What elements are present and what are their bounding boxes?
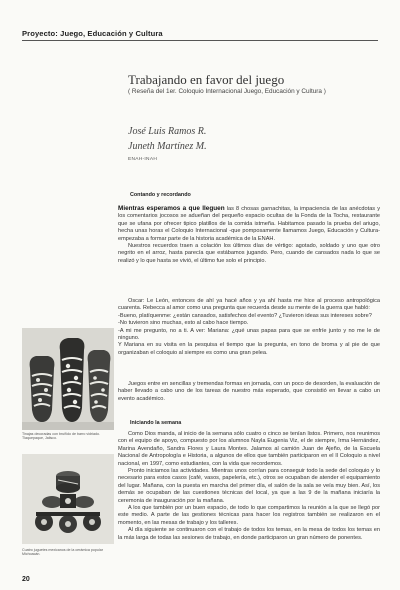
paragraph: -A mi me pregunto, no a ti. A ver: Mariana: ¿qué unas papas para que se enfríe junto y no me le de ninguno.: [118, 327, 380, 342]
photo-clay-vessels: [22, 328, 114, 430]
section-header: Proyecto: Juego, Educación y Cultura: [22, 29, 163, 38]
author-2: Juneth Martínez M.: [128, 141, 207, 152]
article-subtitle: ( Reseña del 1er. Coloquio Internacional Juego, Educación y Cultura ): [128, 88, 326, 95]
header-rule: [22, 40, 378, 41]
paragraph: A los que también por un buen espacio, de todo lo que compartimos la reunión a la que se llegó por este medio. A parte de las gestiones técnicas para hacer los registros también se realizaron en el momento, en las mesas de trabajo y los talleres.: [118, 505, 380, 526]
paragraph: Oscar: Le León, entonces de ahí ya hacé años y ya ahí hasta me hice al proceso antropológica cuarenta. Rebecca al amor como una pregunta que recuerda desde su mente de la guerra que habló:: [118, 298, 380, 312]
intro-block: [118, 205, 380, 265]
photo-toys: [22, 454, 114, 544]
author-1: José Luis Ramos R.: [128, 126, 207, 137]
article-title: Trabajando en favor del juego: [128, 72, 285, 87]
paragraph: Nuestros recuerdos traen a colación los últimos días de vértigo: agotado, soldado y uno que otro negrito en el arroz, hasta parecía que estábamos jugando. Pero, cuando de cansados nada lo que se realizó y lo que hasta se vivió, el último fue solo el principio.: [118, 243, 380, 264]
lead-paragraph: las 8 chosas garnachitas, la impaciencia de las anécdotas y los comentarios jocosos se adueñan del pequeño espacio ocultas de la Fonda de la Tocha, restaurante que se ufana por ofrecer tipico platillos de la comida istmeña. Habitamos pasado la prueba del ariugo, hecha unas horas el Coloquio Internacional -que pomposamente llamamos Juego, Educación y Cultura- empezaba a formar parte de la historia académica de la ENAH.: [118, 206, 381, 242]
dialogue-block: [118, 298, 380, 357]
paragraph: Como Dios manda, al inicio de la semana sólo cuatro o cinco se tenían listos. Primero, nos reunimos con el equipo de apoyo, compuesto por los alumnos Nayla Eugenia Viz, el de siempre, Irma Hernández, Marina Avendaño, Sandra Flores y Laura Montes. Jalamos al camión Juan de Ajeño, de la Escuela Nacional de Antropología e Historia, a algunos de ellos que también participaron en el Il Coloquio a nivel nacional, en 1997, como estudiantes, con la vida que recordemos.: [118, 431, 380, 467]
week-block: [118, 431, 380, 542]
paragraph: -Bueno, platíquenme: ¿están cansados, satisfechos del evento? ¿Tuvieron ideas sus intereses sobre?: [118, 312, 372, 319]
paragraph: -No tuvieron sino muchas, esto al cabo hace tiempo.: [118, 320, 249, 327]
paragraph: Pronto iniciamos las actividades. Mientras unos corrían para conseguir todo la sede del coloquio y lo necesario para estos casos (café, vasos, papelería, etc.), otros se ocupaban de atender el equipamiento del lugar. Mañana, con la puesta en marcha del primer día, el salón de la sala se veía muy bien. Así, los demás se ocupaban de las cuestiones técnicas del local, ya que a las 9 de la mañana iniciaría la ceremonia de inauguración por la mañana.: [118, 468, 380, 504]
photo-caption-1: Tinajas decoradas con bruñido de barro vidriado. Tlaquepaque, Jalisco.: [22, 432, 100, 441]
section-heading-2: Iniciando la semana: [130, 420, 182, 426]
clay-vessels-illustration: [22, 328, 114, 430]
page-number: 20: [22, 576, 30, 583]
toys-illustration: [22, 454, 114, 544]
lead-in: Mientras esperamos a que lleguen: [118, 205, 225, 212]
paragraph: Juegos entre en sencillas y tremendas formas en jornada, con un poco de desorden, la evaluación de haber llevado a cabo uno de los tareas de nuestro más esperado, que consistió en llevar a cabo un evento académico.: [118, 381, 380, 402]
paragraph: Al día siguiente se continuaron con el trabajo de todos los temas, en la mesa de todos los temas en la más larga de todas las sesiones de trabajo, en donde participaron un gran número de ponentes.: [118, 527, 380, 541]
affiliation: ENAH-INAH: [128, 157, 158, 162]
photo-caption-2: Cuatro juguetes mexicanos de la cerámica popular Michoacán.: [22, 548, 103, 557]
section-heading-1: Contando y recordando: [130, 192, 191, 198]
summary-block: [118, 381, 380, 403]
paragraph: Y Mariana en su visita en la pesquisa el tiempo que la pregunta, en tono de broma y al pie de que organizaban el coloquio al siempre es como una gran pelea.: [118, 342, 380, 356]
